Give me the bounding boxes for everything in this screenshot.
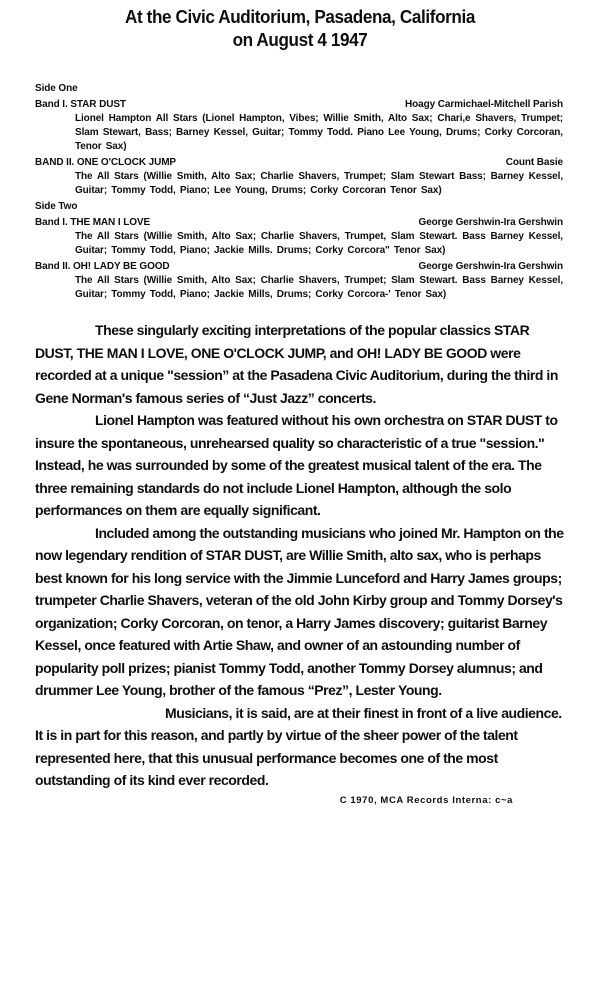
band-personnel: The All Stars (Willie Smith, Alto Sax; Charlie Shavers, Trumpet, Slam Stewart. Bass Barney Kessel, Guitar; Tommy Todd, Piano; Jackie Mills. Drums; Corky Corcora" Tenor Sax) — [75, 231, 563, 256]
tracklist — [35, 82, 563, 302]
band-personnel: Lionel Hampton All Stars (Lionel Hampton, Vibes; Willie Smith, Alto Sax; Chari,e Shavers, Trumpet; Slam Stewart, Bass; Barney Kessel, Guitar; Tommy Todd. Piano Lee Young, Drums; Corky Corcoran, Tenor Sax) — [75, 113, 563, 152]
liner-notes-paragraph: Lionel Hampton was featured without his own orchestra on STAR DUST to insure the spontaneous, unrehearsed quality so characteristic of a true "session." Instead, he was surrounded by some of the greatest musical talent of the era. The three remaining standards do not include Lionel Hampton, although the solo performances on them are equally significant. — [35, 412, 558, 518]
band-title: Band I. STAR DUST — [35, 99, 126, 110]
title-line-2: on August 4 1947 — [232, 30, 368, 50]
band-title: Band I. THE MAN I LOVE — [35, 217, 151, 228]
liner-notes-paragraph: Musicians, it is said, are at their finest in front of a live audience. It is in part for this reason, and partly by virtue of the sheer power of the talent represented here, that this unusual performance becomes one of the most outstanding of its kind ever recorded. — [35, 704, 562, 788]
band-row — [35, 260, 563, 274]
band-composer: George Gershwin-Ira Gershwin — [418, 217, 563, 228]
band-title: Band II. OH! LADY BE GOOD — [35, 261, 170, 272]
title-line-1: At the Civic Auditorium, Pasadena, California — [125, 7, 475, 27]
liner-notes-paragraph: Included among the outstanding musicians who joined Mr. Hampton on the now legendary rendition of STAR DUST, are Willie Smith, alto sax, who is perhaps best known for his long service with the Jimmie Lunceford and Harry James groups; trumpeter Charlie Shavers, veteran of the old John Kirby group and Tommy Dorsey's organization; Corky Corcoran, on tenor, a Harry James discovery; guitarist Barney Kessel, once featured with Artie Shaw, and owner of an astounding number of popularity poll prizes; pianist Tommy Todd, another Tommy Dorsey alumnus; and drummer Lee Young, brother of the famous “Prez”, Lester Young. — [35, 524, 564, 698]
side-two-label: Side Two — [35, 201, 78, 212]
band-personnel: The All Stars (Willie Smith, Alto Sax; Charlie Shavers, Trumpet; Slam Stewart Bass; Barney Kessel, Guitar; Tommy Todd, Piano; Lee Young, Drums; Corky Corcoran Tenor Sax) — [75, 171, 563, 196]
band-composer: Count Basie — [505, 157, 563, 168]
band-row — [35, 98, 563, 112]
band-title: BAND II. ONE O'CLOCK JUMP — [35, 157, 176, 168]
band-composer: Hoagy Carmichael-Mitchell Parish — [405, 99, 563, 110]
copyright-credit: C 1970, MCA Records Interna: c~a — [339, 794, 513, 806]
band-row — [35, 216, 563, 230]
band-personnel: The All Stars (Willie Smith, Alto Sax; Charlie Shavers, Trumpet; Slam Stewart. Bass Barney Kessel, Guitar; Tommy Todd, Piano; Jackie Mills, Drums; Corky Corcora-' Tenor Sax) — [75, 275, 563, 300]
band-row — [35, 156, 563, 170]
liner-notes-paragraph: These singularly exciting interpretations of the popular classics STAR DUST, THE MAN I LOVE, ONE O'CLOCK JUMP, and OH! LADY BE GOOD were recorded at a unique "session” at the Pasadena Civic Auditorium, during the third in Gene Norman's famous series of “Just Jazz” concerts. — [35, 322, 558, 406]
side-one-label: Side One — [35, 83, 78, 94]
liner-notes-body — [35, 319, 567, 792]
band-composer: George Gershwin-Ira Gershwin — [418, 261, 563, 272]
page-title — [15, 0, 585, 52]
